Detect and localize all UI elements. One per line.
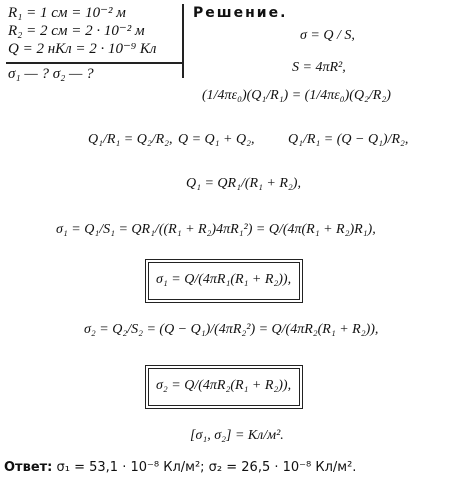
equation-charge-ratio (88, 132, 173, 148)
equation-sigma-definition (300, 28, 355, 44)
equation-charge-sum (178, 132, 254, 148)
equation-units (190, 428, 284, 444)
equation-sigma2-result (156, 378, 291, 394)
equation-sigma2-result-text: σ₂ = Q/(4πR₂(R₁ + R₂)), (156, 378, 292, 393)
equation-sigma2-derivation-text: σ₂ = Q₂/S₂ = (Q − Q₁)/(4πR₂²) = Q/(4πR₂(R₁ + R₂)), (84, 322, 379, 337)
equation-sigma1-derivation (56, 222, 376, 238)
equation-charge-sum-text: Q = Q₁ + Q₂, (178, 132, 255, 147)
equation-q1-text: Q₁ = QR₁/(R₁ + R₂), (186, 176, 301, 191)
equation-sigma1-derivation-text: σ₁ = Q₁/S₁ = QR₁/((R₁ + R₂)4πR₁²) = Q/(4π(R₁ + R₂)R₁), (56, 222, 376, 237)
equation-equal-potentials (202, 88, 391, 104)
answer-label: Ответ: (4, 460, 53, 475)
solution-heading: Решение. (193, 5, 288, 21)
given-divider-vertical (182, 4, 184, 78)
answer-text: σ₁ = 53,1 · 10⁻⁸ Кл/м²; σ₂ = 26,5 · 10⁻⁸ Кл/м². (56, 460, 357, 475)
equation-sigma1-result-text: σ₁ = Q/(4πR₁(R₁ + R₂)), (156, 272, 292, 287)
equation-charge-ratio-text: Q₁/R₁ = Q₂/R₂, (88, 132, 173, 147)
equation-sigma1-result (156, 272, 291, 288)
given-r1: R₁ = 1 см = 10⁻² м (8, 5, 126, 21)
given-divider-horizontal (6, 62, 182, 64)
given-r2: R₂ = 2 см = 2 · 10⁻² м (8, 23, 145, 39)
equation-charge-ratio-substituted-text: Q₁/R₁ = (Q − Q₁)/R₂, (288, 132, 409, 147)
given-q: Q = 2 нКл = 2 · 10⁻⁹ Кл (8, 41, 157, 57)
equation-q1 (186, 176, 301, 192)
equation-charge-ratio-substituted (288, 132, 408, 148)
equation-sigma2-derivation (84, 322, 378, 338)
equation-sphere-area (292, 60, 346, 76)
equation-equal-potentials-text: (1/4πε₀)(Q₁/R₁) = (1/4πε₀)(Q₂/R₂) (202, 88, 391, 103)
answer-line (4, 460, 356, 475)
equation-units-text: [σ₁, σ₂] = Кл/м². (190, 428, 284, 443)
equation-sphere-area-text: S = 4πR², (292, 60, 346, 75)
find-quantities: σ₁ — ? σ₂ — ? (8, 66, 94, 82)
equation-sigma-definition-text: σ = Q / S, (300, 28, 355, 43)
